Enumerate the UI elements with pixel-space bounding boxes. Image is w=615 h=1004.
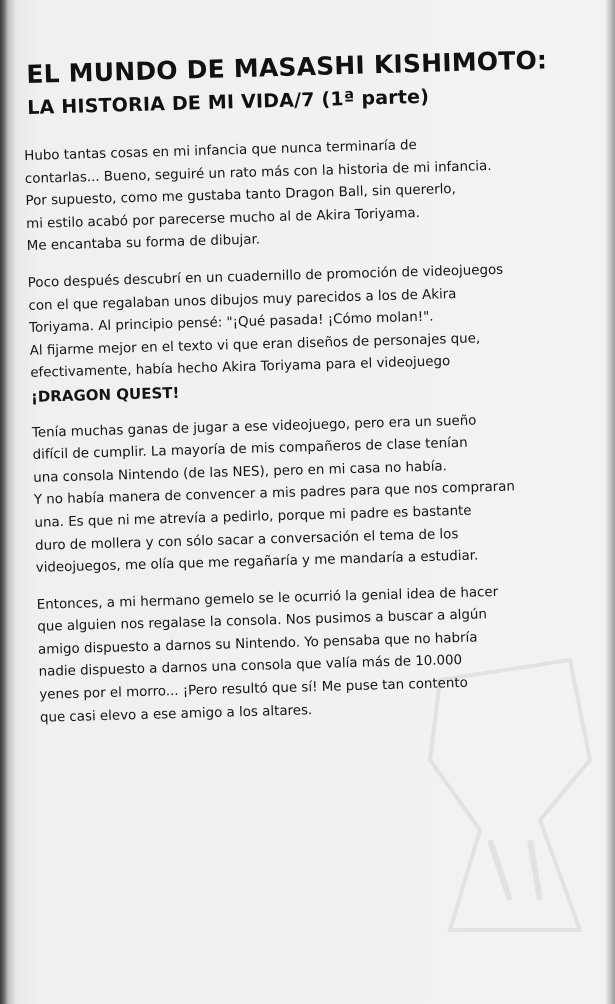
- text-line: Al fijarme mejor en el texto vi que eran diseños de personajes que,: [29, 331, 481, 359]
- text-line: que casi elevo a ese amigo a los altares.: [39, 702, 313, 726]
- text-line: contarlas... Bueno, seguiré un rato más con la historia de mi infancia.: [24, 158, 492, 187]
- text-line: Me encantaba su forma de dibujar.: [26, 232, 261, 255]
- paragraph-3: [32, 407, 596, 581]
- text-line: Y no había manera de convencer a mis padres para que nos compraran: [33, 479, 516, 509]
- text-line: Toriyama. Al principio pensé: "¡Qué pasada! ¡Cómo molan!".: [28, 309, 434, 337]
- text-line: yenes por el morro... ¡Pero resultó que sí! Me puse tan contento: [39, 675, 469, 703]
- text-line: Poco después descubrí en un cuadernillo de promoción de videojuegos: [27, 262, 504, 291]
- dragon-quest-emphasis: ¡DRAGON QUEST!: [30, 383, 180, 406]
- text-line: amigo dispuesto a darnos su Nintendo. Yo pensaba que no habría: [37, 630, 478, 658]
- text-line: nadie dispuesto a darnos una consola que valía más de 10.000: [38, 653, 463, 681]
- text-line: mi estilo acabó por parecerse mucho al de Akira Toriyama.: [25, 205, 421, 232]
- text-line: videojuegos, me olía que me regañaría y me mandaría a estudiar.: [35, 548, 479, 576]
- page-edge-shadow: [605, 0, 615, 1004]
- paragraph-4: [37, 579, 601, 730]
- article-title: [26, 44, 602, 120]
- article-body: [24, 130, 600, 744]
- paragraph-2: [28, 257, 592, 408]
- paragraph-1: [24, 130, 587, 259]
- text-line: Tenía muchas ganas de jugar a ese videojuego, pero era un sueño: [31, 413, 477, 441]
- text-line: una. Es que ni me atrevía a pedirlo, porque mi padre es bastante: [34, 503, 472, 531]
- text-line: efectivamente, había hecho Akira Toriyama para el videojuego: [30, 354, 451, 382]
- text-line: con el que regalaban unos dibujos muy parecidos a los de Akira: [28, 286, 457, 314]
- text-line: que alguien nos regalase la consola. Nos pusimos a buscar a algún: [37, 607, 488, 636]
- title-subtitle: LA HISTORIA DE MI VIDA/7 (1ª parte): [27, 85, 430, 119]
- text-line: difícil de cumplir. La mayoría de mis compañeros de clase tenían: [32, 435, 468, 464]
- text-line: Entonces, a mi hermano gemelo se le ocurrió la genial idea de hacer: [36, 584, 499, 613]
- text-line: Por supuesto, como me gustaba tanto Dragon Ball, sin quererlo,: [25, 182, 456, 210]
- text-line: duro de mollera y con sólo sacar a conversación el tema de los: [34, 526, 459, 554]
- title-main: EL MUNDO DE MASASHI KISHIMOTO:: [26, 45, 548, 89]
- text-line: una consola Nintendo (de las NES), pero en mi casa no había.: [33, 459, 448, 486]
- text-line: Hubo tantas cosas en mi infancia que nunca terminaría de: [24, 138, 418, 164]
